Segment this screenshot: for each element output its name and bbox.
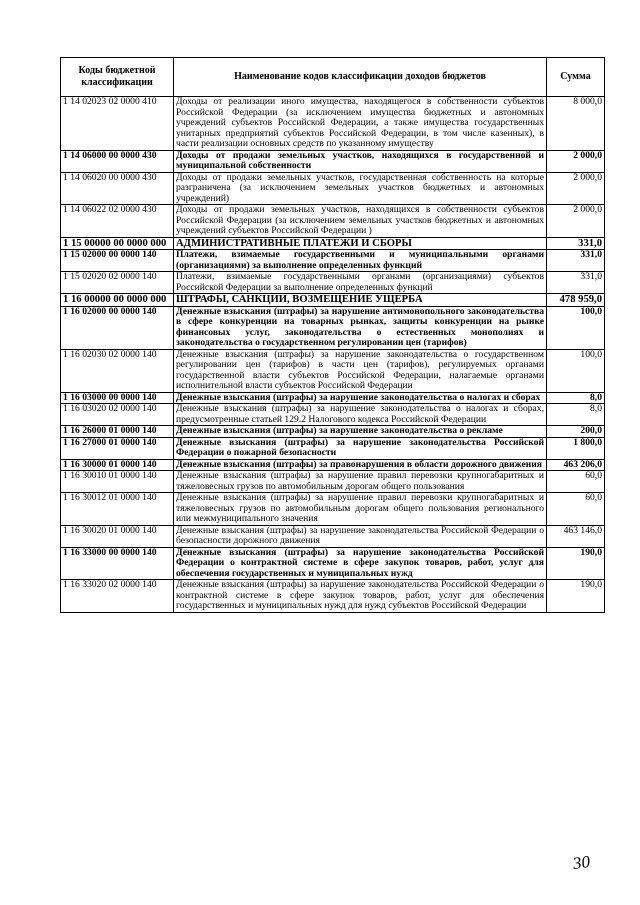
code-cell: 1 16 30020 01 0000 140 — [61, 525, 174, 547]
name-cell: Денежные взыскания (штрафы) за нарушение законодательства Российской Федерации о пожарной безопасности — [174, 437, 547, 459]
amount-cell: 331,0 — [547, 250, 605, 272]
code-cell: 1 16 00000 00 0000 000 — [61, 294, 174, 307]
name-cell: Денежные взыскания (штрафы) за нарушение законодательства о налогах и сборах — [174, 392, 547, 404]
name-cell: Доходы от продажи земельных участков, находящихся в государственной и муниципальной собственности — [174, 150, 547, 172]
name-cell: Платежи, взимаемые государственными органами (организациями) субъектов Российской Федерации за выполнение определенных функций — [174, 272, 547, 294]
code-cell: 1 16 27000 01 0000 140 — [61, 437, 174, 459]
table-row — [61, 471, 605, 493]
table-row — [61, 580, 605, 613]
table-row — [61, 392, 605, 404]
code-cell: 1 15 02000 00 0000 140 — [61, 250, 174, 272]
code-cell: 1 16 33020 02 0000 140 — [61, 580, 174, 613]
name-cell: Доходы от реализации иного имущества, находящегося в собственности субъектов Российской Федерации (за исключением имущества бюджетных и автономных учреждений субъектов Российской Федерации, а также имущества государственных унитарных предприятий субъектов Российской Федерации, в том числе казенных), в части реализации основных средств по указанному имуществу — [174, 97, 547, 151]
table-row — [61, 493, 605, 526]
revenue-classification-table — [60, 57, 605, 613]
amount-cell: 2 000,0 — [547, 150, 605, 172]
name-cell: Платежи, взимаемые государственными и муниципальными органами (организациями) за выполнение определенных функций — [174, 250, 547, 272]
name-cell: Денежные взыскания (штрафы) за нарушение законодательства о рекламе — [174, 426, 547, 438]
name-cell: Денежные взыскания (штрафы) за нарушение правил перевозки крупногабаритных и тяжеловесных грузов по автомобильным дорогам общего пользования — [174, 471, 547, 493]
code-cell: 1 15 00000 00 0000 000 — [61, 237, 174, 250]
amount-cell: 331,0 — [547, 272, 605, 294]
table-row — [61, 525, 605, 547]
name-cell: Денежные взыскания (штрафы) за нарушение законодательства Российской Федерации о безопасности дорожного движения — [174, 525, 547, 547]
header-amount: Сумма — [547, 58, 605, 97]
amount-cell: 1 800,0 — [547, 437, 605, 459]
page-number: 30 — [571, 851, 592, 874]
code-cell: 1 14 06000 00 0000 430 — [61, 150, 174, 172]
table-header-row — [61, 58, 605, 97]
name-cell: Денежные взыскания (штрафы) за нарушение законодательства Российской Федерации о контрактной системе в сфере закупок товаров, работ, услуг для обеспечения государственных и муниципальных нужд для нужд субъектов Российской Федерации — [174, 580, 547, 613]
amount-cell: 190,0 — [547, 547, 605, 580]
name-cell: Денежные взыскания (штрафы) за нарушение законодательства о государственном регулировании цен (тарифов) в части цен (тарифов), регулируемых органами государственной власти субъектов Российской Федерации, налагаемые органами исполнительной власти субъектов Российской Федерации — [174, 349, 547, 392]
amount-cell: 2 000,0 — [547, 172, 605, 205]
table-row — [61, 426, 605, 438]
code-cell: 1 16 30012 01 0000 140 — [61, 493, 174, 526]
code-cell: 1 14 06022 02 0000 430 — [61, 205, 174, 238]
code-cell: 1 16 03000 00 0000 140 — [61, 392, 174, 404]
table-row — [61, 237, 605, 250]
code-cell: 1 16 03020 02 0000 140 — [61, 404, 174, 426]
table-row — [61, 306, 605, 349]
name-cell: ШТРАФЫ, САНКЦИИ, ВОЗМЕЩЕНИЕ УЩЕРБА — [174, 294, 547, 307]
name-cell: Денежные взыскания (штрафы) за нарушение законодательства Российской Федерации о контрактной системе в сфере закупок товаров, работ, услуг для обеспечения государственных и муниципальных нужд — [174, 547, 547, 580]
code-cell: 1 16 30000 01 0000 140 — [61, 459, 174, 471]
table-row — [61, 250, 605, 272]
amount-cell: 190,0 — [547, 580, 605, 613]
table-row — [61, 349, 605, 392]
table-row — [61, 437, 605, 459]
code-cell: 1 14 06020 00 0000 430 — [61, 172, 174, 205]
name-cell: Денежные взыскания (штрафы) за нарушение законодательства о налогах и сборах, предусмотренные статьей 129.2 Налогового кодекса Российской Федерации — [174, 404, 547, 426]
amount-cell: 8,0 — [547, 404, 605, 426]
code-cell: 1 16 33000 00 0000 140 — [61, 547, 174, 580]
name-cell: Доходы от продажи земельных участков, находящихся в собственности субъектов Российской Федерации (за исключением земельных участков бюджетных и автономных учреждений субъектов Российской Федерации ) — [174, 205, 547, 238]
table-row — [61, 172, 605, 205]
name-cell: АДМИНИСТРАТИВНЫЕ ПЛАТЕЖИ И СБОРЫ — [174, 237, 547, 250]
code-cell: 1 16 30010 01 0000 140 — [61, 471, 174, 493]
name-cell: Денежные взыскания (штрафы) за правонарушения в области дорожного движения — [174, 459, 547, 471]
header-name: Наименование кодов классификации доходов бюджетов — [174, 58, 547, 97]
amount-cell: 2 000,0 — [547, 205, 605, 238]
code-cell: 1 16 02000 00 0000 140 — [61, 306, 174, 349]
amount-cell: 8 000,0 — [547, 97, 605, 151]
code-cell: 1 16 02030 02 0000 140 — [61, 349, 174, 392]
table-row — [61, 459, 605, 471]
amount-cell: 478 959,0 — [547, 294, 605, 307]
code-cell: 1 14 02023 02 0000 410 — [61, 97, 174, 151]
table-row — [61, 150, 605, 172]
table-row — [61, 272, 605, 294]
table-row — [61, 404, 605, 426]
name-cell: Денежные взыскания (штрафы) за нарушение правил перевозки крупногабаритных и тяжеловесных грузов по автомобильным дорогам общего пользования регионального или межмуниципального значения — [174, 493, 547, 526]
header-code: Коды бюджетной классификации — [61, 58, 174, 97]
name-cell: Доходы от продажи земельных участков, государственная собственность на которые разграничена (за исключением земельных участков бюджетных и автономных учреждений) — [174, 172, 547, 205]
amount-cell: 200,0 — [547, 426, 605, 438]
table-row — [61, 294, 605, 307]
amount-cell: 60,0 — [547, 471, 605, 493]
amount-cell: 100,0 — [547, 349, 605, 392]
table-row — [61, 547, 605, 580]
amount-cell: 8,0 — [547, 392, 605, 404]
table-row — [61, 205, 605, 238]
amount-cell: 463 206,0 — [547, 459, 605, 471]
name-cell: Денежные взыскания (штрафы) за нарушение антимонопольного законодательства в сфере конкуренции на товарных рынках, защиты конкуренции на рынке финансовых услуг, законодательства о естественных монополиях и законодательства о государственном регулировании цен (тарифов) — [174, 306, 547, 349]
code-cell: 1 16 26000 01 0000 140 — [61, 426, 174, 438]
amount-cell: 100,0 — [547, 306, 605, 349]
code-cell: 1 15 02020 02 0000 140 — [61, 272, 174, 294]
amount-cell: 331,0 — [547, 237, 605, 250]
amount-cell: 463 146,0 — [547, 525, 605, 547]
table-row — [61, 97, 605, 151]
amount-cell: 60,0 — [547, 493, 605, 526]
